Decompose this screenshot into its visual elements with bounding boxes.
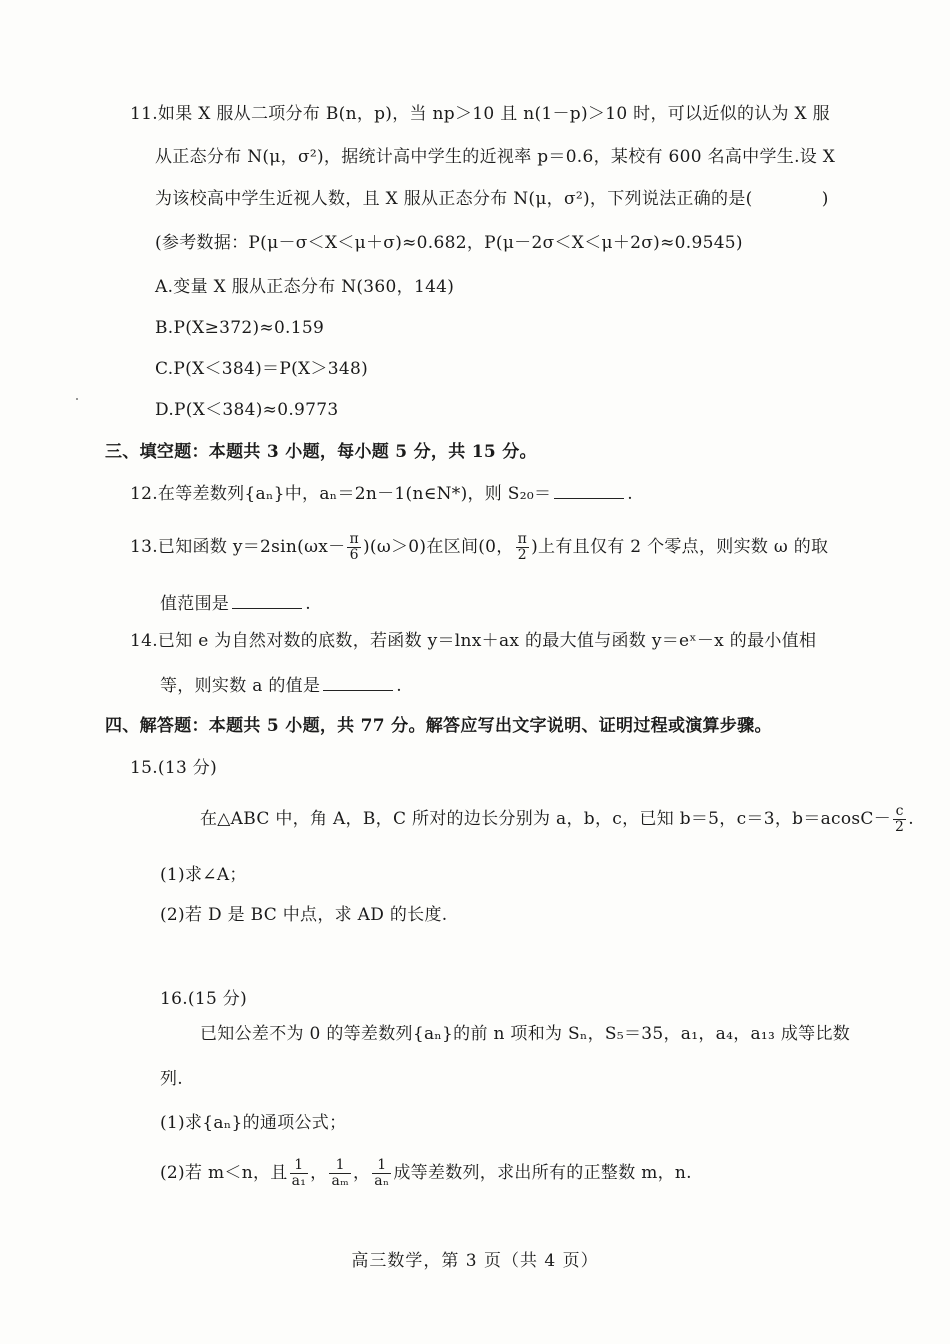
q14-answer-blank [323,674,393,691]
q16-stem-line-1: 已知公差不为 0 的等差数列{aₙ}的前 n 项和为 Sₙ，S₅＝35，a₁，a₄，a₁₃ 成等比数 [200,1024,851,1044]
q11-option-d: D.P(X＜384)≈0.9773 [155,400,339,420]
q13-text-3: )上有且仅有 2 个零点，则实数 ω 的取 [531,537,829,557]
q12-period: . [627,484,633,504]
q13-fraction-pi-over-6 [347,532,361,563]
q11-reference-data: (参考数据：P(μ－σ＜X＜μ＋σ)≈0.682，P(μ－2σ＜X＜μ＋2σ)≈0.9545) [155,233,743,253]
q14-text: 等，则实数 a 的值是 [160,676,321,696]
q11-option-a: A.变量 X 服从正态分布 N(360，144) [155,277,455,297]
fraction-numerator: π [349,531,359,547]
q16-part-2-text: (2)若 m＜n，且 [160,1163,288,1183]
q16-stem-line-2: 列. [160,1069,184,1089]
q13-text-4: 值范围是 [160,594,230,614]
fraction-denominator: a₁ [291,1173,307,1189]
q12-text: 12.在等差数列{aₙ}中，aₙ＝2n－1(n∈N*)，则 S₂₀＝ [130,484,552,504]
q13-line-1 [130,530,828,564]
q15-part-2: (2)若 D 是 BC 中点，求 AD 的长度. [160,905,448,925]
q16-fraction-1-over-am [329,1158,351,1189]
q13-answer-blank [232,592,302,609]
section-4-heading: 四、解答题：本题共 5 小题，共 77 分。解答应写出文字说明、证明过程或演算步骤。 [105,716,772,736]
q16-separator: ， [310,1163,328,1183]
fraction-denominator: 2 [517,547,527,563]
q11-option-c: C.P(X＜384)＝P(X＞348) [155,359,369,379]
q11-line-2: 从正态分布 N(μ，σ²)，据统计高中学生的近视率 p＝0.6，某校有 600 名高中学生.设 X [155,147,836,167]
q13-fraction-pi-over-2 [516,532,530,563]
q16-fraction-1-over-a1 [290,1158,309,1189]
fraction-numerator: π [517,531,528,547]
page-footer: 高三数学，第 3 页（共 4 页） [351,1251,599,1271]
q16-separator: ， [352,1163,371,1183]
q15-part-1: (1)求∠A； [160,865,247,885]
q14-line-2 [160,674,402,697]
q13-text-2: )(ω＞0)在区间(0， [362,537,514,557]
fraction-numerator: 1 [329,1158,351,1174]
fraction-denominator: 2 [895,819,905,835]
q15-period: . [908,809,914,829]
q16-part-2-tail: 成等差数列，求出所有的正整数 m，n. [393,1163,692,1183]
q16-part-2 [160,1153,692,1193]
fraction-numerator: c [893,804,906,820]
scan-speck [76,398,78,400]
q15-fraction-c-over-2 [893,804,906,835]
q11-line-1: 11.如果 X 服从二项分布 B(n，p)，当 np＞10 且 n(1－p)＞10 时，可以近似的认为 X 服 [130,104,830,124]
q16-title: 16.(15 分) [160,989,248,1009]
fraction-numerator: 1 [372,1158,391,1174]
q14-line-1: 14.已知 e 为自然对数的底数，若函数 y＝lnx＋ax 的最大值与函数 y＝eˣ－x 的最小值相 [130,631,817,651]
q13-line-2 [160,592,311,615]
fraction-denominator: 6 [349,547,359,563]
q14-period: . [396,676,402,696]
q13-period: . [305,594,311,614]
fraction-numerator: 1 [290,1158,309,1174]
q12-answer-blank [554,482,624,499]
q11-line-3: 为该校高中学生近视人数，且 X 服从正态分布 N(μ，σ²)，下列说法正确的是( ) [155,189,829,209]
section-3-heading: 三、填空题：本题共 3 小题，每小题 5 分，共 15 分。 [105,442,537,462]
q12 [130,482,633,505]
q16-fraction-1-over-an [372,1158,391,1189]
fraction-denominator: aₘ [331,1173,349,1189]
q11-option-b: B.P(X≥372)≈0.159 [155,318,325,338]
q15-stem [200,802,914,836]
q15-title: 15.(13 分) [130,758,218,778]
fraction-denominator: aₙ [374,1173,390,1189]
q16-part-1: (1)求{aₙ}的通项公式； [160,1113,347,1133]
q15-stem-text: 在△ABC 中，角 A，B，C 所对的边长分别为 a，b，c，已知 b＝5，c＝3，b＝acosC－ [200,809,892,829]
q13-text-1: 13.已知函数 y＝2sin(ωx－ [130,537,346,557]
